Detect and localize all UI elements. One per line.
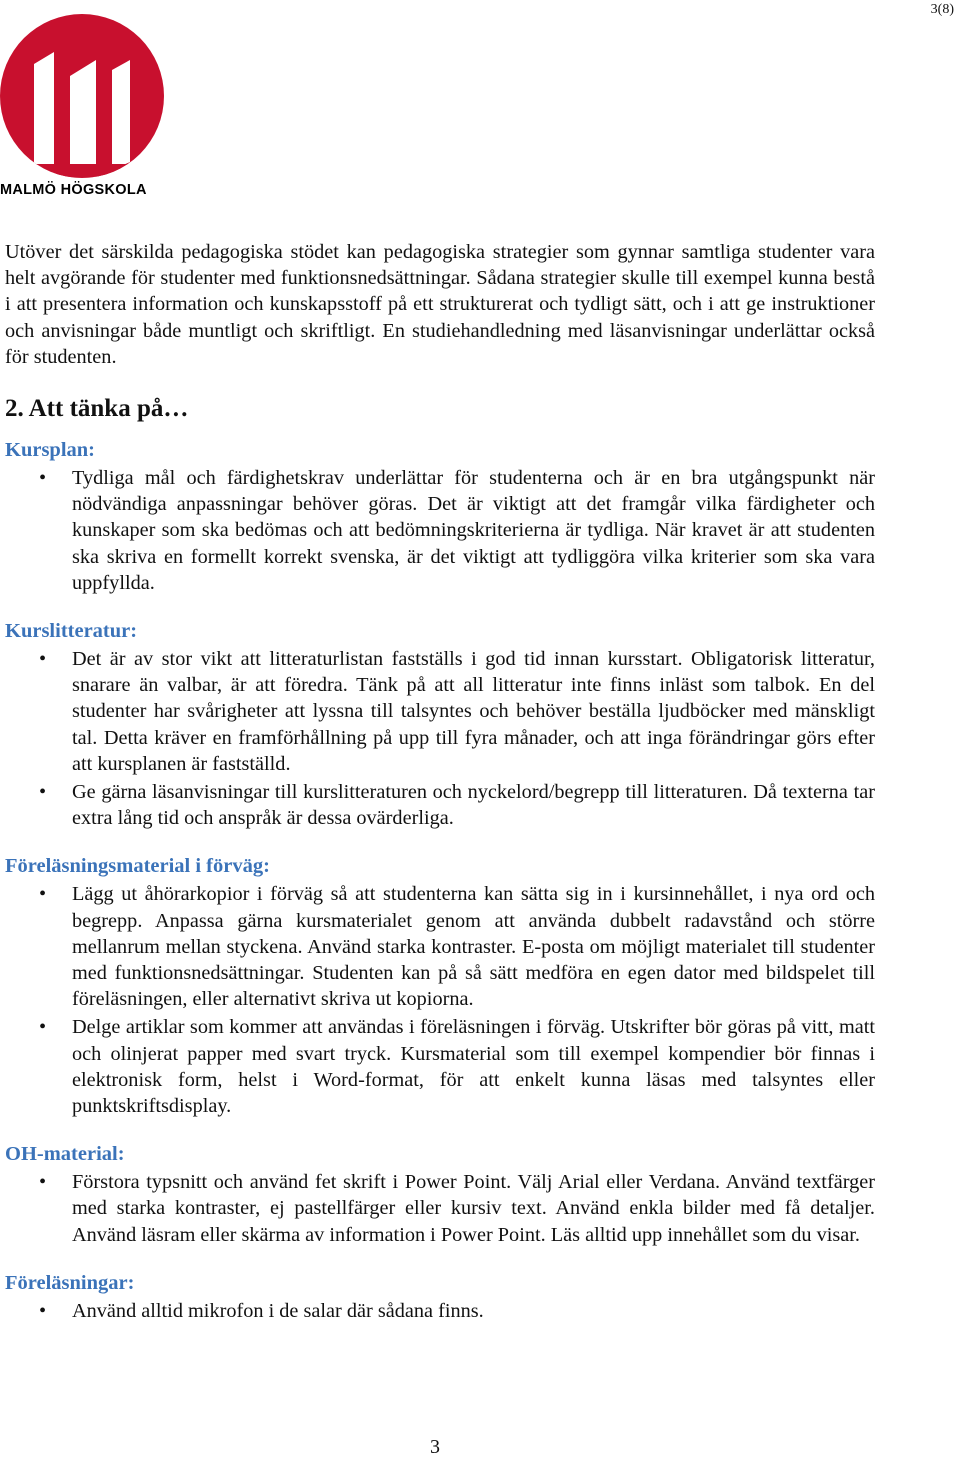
bullet-icon: • — [39, 648, 47, 671]
bullet-icon: • — [39, 883, 47, 906]
bullet-icon: • — [39, 1299, 47, 1322]
subheading-forelasningar: Föreläsningar: — [5, 1271, 135, 1294]
list-item — [5, 1298, 875, 1324]
page-number-header: 3(8) — [930, 2, 954, 17]
list-item-text: Använd alltid mikrofon i de salar där sådana finns. — [72, 1299, 484, 1322]
document-body — [5, 239, 875, 1324]
malmo-hogskola-logo — [0, 14, 164, 198]
bullet-icon: • — [39, 1016, 47, 1039]
bullet-icon: • — [39, 467, 47, 490]
list-item — [5, 465, 875, 596]
list-item-text: Tydliga mål och färdighetskrav underlättar för studenterna och är en bra utgångspunkt när nödvändiga anpassningar behöver göras. Det är viktigt att det framgår vilka färdigheter och kunskaper som ska bedömas och att bedömningskriterierna är tydliga. När kravet är att studenten ska skriva en formellt korrekt svenska, är det viktigt att tydliggöra vilka kriterier som ska vara uppfyllda. — [72, 467, 875, 594]
section-forelasningsmaterial — [5, 853, 875, 1119]
subheading-forelasningsmaterial: Föreläsningsmaterial i förväg: — [5, 855, 270, 878]
section-kurslitteratur — [5, 618, 875, 831]
intro-paragraph: Utöver det särskilda pedagogiska stödet kan pedagogiska strategier som gynnar samtliga studenter vara helt avgörande för studenter med funktionsnedsättningar. Sådana strategier skulle till exempel kunna bestå i att presentera information och kunskapsstoff på ett strukturerat och tydligt sätt, och i att ge instruktioner och anvisningar både muntligt och skriftligt. En studiehandledning med läsanvisningar underlättar också för studenten. — [5, 241, 875, 368]
section-forelasningar — [5, 1270, 875, 1324]
list-item-text: Det är av stor vikt att litteraturlistan fastställs i god tid innan kursstart. Obligatorisk litteratur, snarare än valbar, är att föredra. Tänk på att all litteratur inte finns inläst som talbok. En del studenter har svårigheter att lyssna till talsyntes och behöver beställa ljudböcker med mänskligt tal. Detta kräver en framförhållning på upp till fyra månader, och att inga förändringar görs efter att kursplanen är fastställd. — [72, 648, 875, 775]
section-oh-material — [5, 1141, 875, 1248]
list-item — [5, 1169, 875, 1248]
list-item-text: Delge artiklar som kommer att användas i föreläsningen i förväg. Utskrifter bör göras på vitt, matt och olinjerat papper med svart tryck. Kursmaterial som till exempel kompendier bör finnas i elektronisk form, helst i Word-format, för att enkelt kunna läsas med talsyntes eller punktskriftsdisplay. — [72, 1016, 875, 1118]
subheading-oh-material: OH-material: — [5, 1143, 125, 1166]
logo-emblem-icon — [0, 14, 164, 178]
bullet-icon: • — [39, 781, 47, 804]
subheading-kursplan: Kursplan: — [5, 439, 95, 462]
section-heading: 2. Att tänka på… — [5, 395, 189, 423]
list-item-text: Ge gärna läsanvisningar till kurslitteraturen och nyckelord/begrepp till litteraturen. Då texterna tar extra lång tid och anspråk är dessa ovärderliga. — [72, 781, 875, 830]
bullet-icon: • — [39, 1171, 47, 1194]
logo-text: MALMÖ HÖGSKOLA — [0, 182, 147, 198]
list-item — [5, 779, 875, 831]
list-item-text: Förstora typsnitt och använd fet skrift i Power Point. Välj Arial eller Verdana. Använd textfärger med starka kontraster, ej pastellfärger eller kursiv text. Använd enkla bilder med få detaljer. Använd läsram eller skärma av information i Power Point. Läs alltid upp innehållet som du visar. — [72, 1171, 875, 1246]
list-item — [5, 881, 875, 1012]
list-item — [5, 646, 875, 777]
section-kursplan — [5, 437, 875, 596]
list-item-text: Lägg ut åhörarkopior i förväg så att studenterna kan sätta sig in i kursinnehållet, i nya ord och begrepp. Anpassa gärna kursmaterialet genom att använda dubbelt radavstånd och större mellanrum mellan styckena. Använd starka kontraster. E-posta om möjligt materialet till studenter med funktionsnedsättningar. Studenten kan på så sätt medföra en egen dator med bildspelet till föreläsningen, eller alternativt skriva ut kopiorna. — [72, 883, 875, 1011]
subheading-kurslitteratur: Kurslitteratur: — [5, 620, 138, 643]
list-item — [5, 1014, 875, 1119]
page-number-footer: 3 — [430, 1436, 440, 1458]
